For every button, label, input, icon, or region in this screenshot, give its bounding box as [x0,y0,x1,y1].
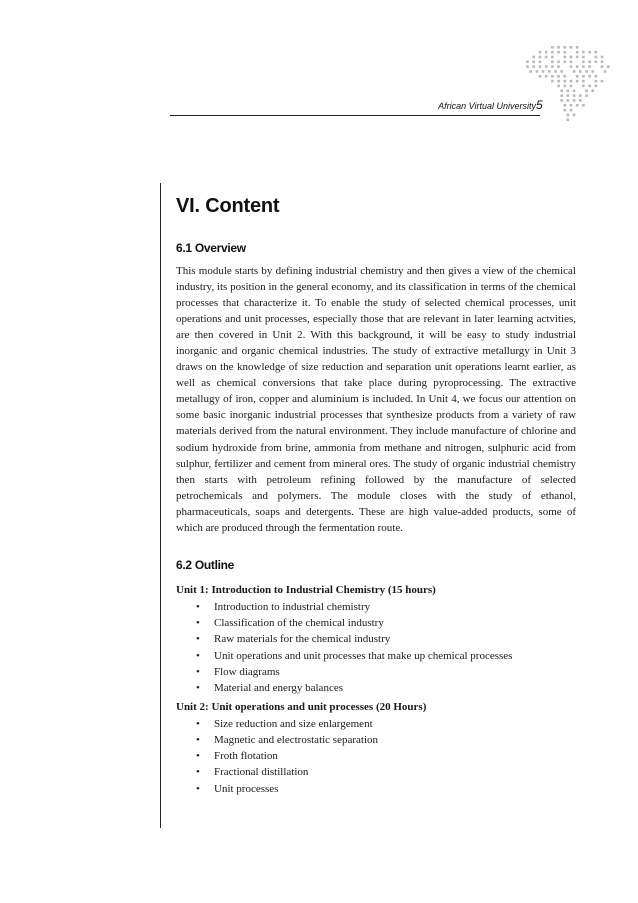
list-item: • Size reduction and size enlargement [176,716,576,732]
list-item: • Magnetic and electrostatic separation [176,732,576,748]
avu-africa-logo [520,42,620,147]
bullet-icon: • [196,649,200,662]
list-item: • Unit operations and unit processes that make up chemical processes [176,648,576,664]
list-item: • Introduction to industrial chemistry [176,599,576,615]
list-item: • Material and energy balances [176,680,576,696]
page-title: VI. Content [176,195,280,217]
unit-1-list [176,599,576,697]
bullet-icon: • [196,600,200,613]
bullet-icon: • [196,633,200,646]
bullet-icon: • [196,750,200,763]
list-item: • Unit processes [176,781,576,797]
main-content [176,190,576,797]
africa-dot-map-icon [520,42,620,147]
bullet-icon: • [196,665,200,678]
list-item: • Flow diagrams [176,664,576,680]
unit-1-title: Unit 1: Introduction to Industrial Chemistry (15 hours) [176,583,436,596]
list-item: • Fractional distillation [176,764,576,780]
bullet-icon: • [196,717,200,730]
unit-2-title: Unit 2: Unit operations and unit processes (20 Hours) [176,700,427,713]
list-item: • Classification of the chemical industry [176,615,576,631]
unit-2-list [176,716,576,797]
bullet-icon: • [196,782,200,795]
list-item: • Raw materials for the chemical industry [176,631,576,647]
overview-paragraph: This module starts by defining industrial chemistry and then gives a view of the chemical industry, its position in the general economy, and its classification in terms of the chemical processes that characterize it. To enable the study of selected chemical processes, unit operations and unit processes, especially those that are relevant in later learning actvities, are then covered in Unit 2. With this background, it will be easy to study industrial inorganic and organic chemical industries. The study of extractive metallurgy in Unit 3 draws on the knowledge of size reduction and separation unit operations learnt earlier, as well as chemical conversions that take place during pyroprocessing. The extractive metallugy of iron, copper and aluminium is included. In Unit 4, we focus our attention on some basic inorganic industrial processes that synthesize products from a variety of raw materials derived from the natural environment. They include manufacture of chlorine and sodium hydroxide from brine, ammonia from methane and nitrogen, sulphuric acid from sulphur, fertilizer and cement from mineral ores. The study of organic industrial chemistry then starts with petroleum refining followed by the manufacture of selected petrochemicals and polymers. The module closes with the study of ethanol, pharmaceuticals, soaps and detergents. These are high value-added products, some of which are produced through the fermentation route. [176,265,576,534]
overview-heading: 6.1 Overview [176,241,246,255]
margin-rule [160,183,161,828]
bullet-icon: • [196,617,200,630]
bullet-icon: • [196,733,200,746]
list-item: • Froth flotation [176,748,576,764]
header-rule [170,115,540,116]
bullet-icon: • [196,682,200,695]
outline-heading: 6.2 Outline [176,557,235,572]
running-header-title: African Virtual University [438,101,536,111]
bullet-icon: • [196,766,200,779]
page-number: 5 [536,98,543,112]
